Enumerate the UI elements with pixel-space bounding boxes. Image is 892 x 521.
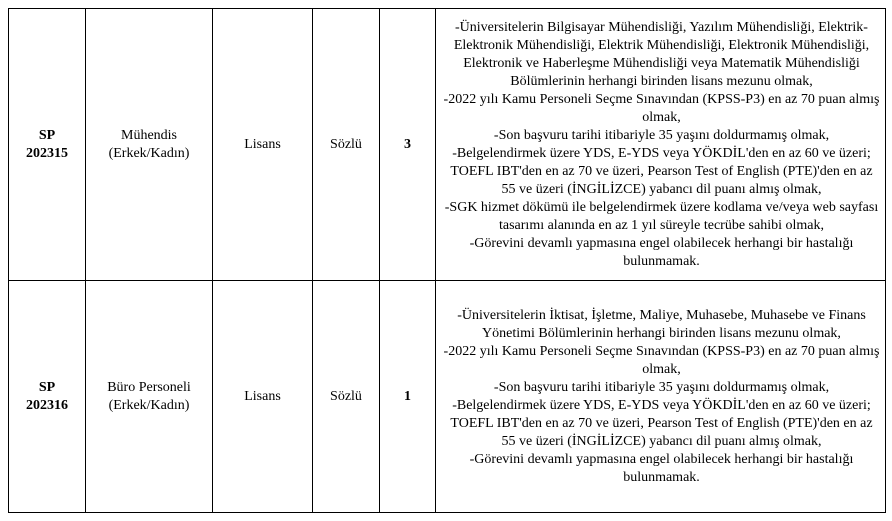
contract-type: Sözlü bbox=[313, 281, 380, 513]
position-title bbox=[86, 9, 213, 281]
job-requirements-table bbox=[8, 8, 886, 513]
requirements-cell bbox=[436, 9, 886, 281]
requirement-item: -Belgelendirmek üzere YDS, E-YDS veya YÖKDİL'den en az 60 ve üzeri; TOEFL IBT'den en az 70 ve üzeri, Pearson Test of English (PTE)'den en az 55 ve üzeri (İNGİLİZCE) yabancı dil puanı almış olmak, bbox=[450, 397, 873, 449]
table-row bbox=[9, 281, 886, 513]
requirement-item: -Görevini devamlı yapmasına engel olabilecek herhangi bir hastalığı bulunmamak. bbox=[469, 451, 854, 485]
position-code-prefix: SP bbox=[38, 127, 56, 143]
requirements-cell bbox=[436, 281, 886, 513]
table-row bbox=[9, 9, 886, 281]
position-code-prefix: SP bbox=[38, 379, 56, 395]
requirement-item: -Belgelendirmek üzere YDS, E-YDS veya YÖKDİL'den en az 60 ve üzeri; TOEFL IBT'den en az 70 ve üzeri, Pearson Test of English (PTE)'den en az 55 ve üzeri (İNGİLİZCE) yabancı dil puanı almış olmak, bbox=[450, 145, 873, 197]
position-quota: 3 bbox=[380, 9, 436, 281]
position-title bbox=[86, 281, 213, 513]
position-title-name: Büro Personeli bbox=[107, 379, 191, 395]
position-code bbox=[9, 9, 86, 281]
requirement-item: -Görevini devamlı yapmasına engel olabilecek herhangi bir hastalığı bulunmamak. bbox=[469, 235, 854, 269]
requirement-item: -Son başvuru tarihi itibariyle 35 yaşını doldurmamış olmak, bbox=[493, 127, 830, 143]
education-level: Lisans bbox=[213, 281, 313, 513]
requirement-item: -SGK hizmet dökümü ile belgelendirmek üzere kodlama ve/veya web sayfası tasarımı alanında en az 1 yıl süreyle tecrübe sahibi olmak, bbox=[444, 199, 879, 233]
position-title-name: Mühendis bbox=[121, 127, 177, 143]
education-level: Lisans bbox=[213, 9, 313, 281]
requirement-item: -Son başvuru tarihi itibariyle 35 yaşını doldurmamış olmak, bbox=[493, 379, 830, 395]
requirement-item: -2022 yılı Kamu Personeli Seçme Sınavından (KPSS-P3) en az 70 puan almış olmak, bbox=[443, 91, 880, 125]
position-code-number: 202315 bbox=[26, 145, 68, 161]
position-code-number: 202316 bbox=[26, 397, 68, 413]
requirement-item: -2022 yılı Kamu Personeli Seçme Sınavından (KPSS-P3) en az 70 puan almış olmak, bbox=[443, 343, 880, 377]
position-quota: 1 bbox=[380, 281, 436, 513]
contract-type: Sözlü bbox=[313, 9, 380, 281]
requirement-item: -Üniversitelerin Bilgisayar Mühendisliği, Yazılım Mühendisliği, Elektrik-Elektronik Mühendisliği, Elektrik Mühendisliği, Elektronik Mühendisliği, Elektronik ve Haberleşme Mühendisliği veya Matematik Mühendisliği Bölümlerinin herhangi birinden lisans mezunu olmak, bbox=[453, 19, 870, 89]
position-code bbox=[9, 281, 86, 513]
requirement-item: -Üniversitelerin İktisat, İşletme, Maliye, Muhasebe, Muhasebe ve Finans Yönetimi Bölümlerinin herhangi birinden lisans mezunu olmak, bbox=[457, 307, 866, 341]
position-title-gender: (Erkek/Kadın) bbox=[108, 145, 190, 161]
position-title-gender: (Erkek/Kadın) bbox=[108, 397, 190, 413]
